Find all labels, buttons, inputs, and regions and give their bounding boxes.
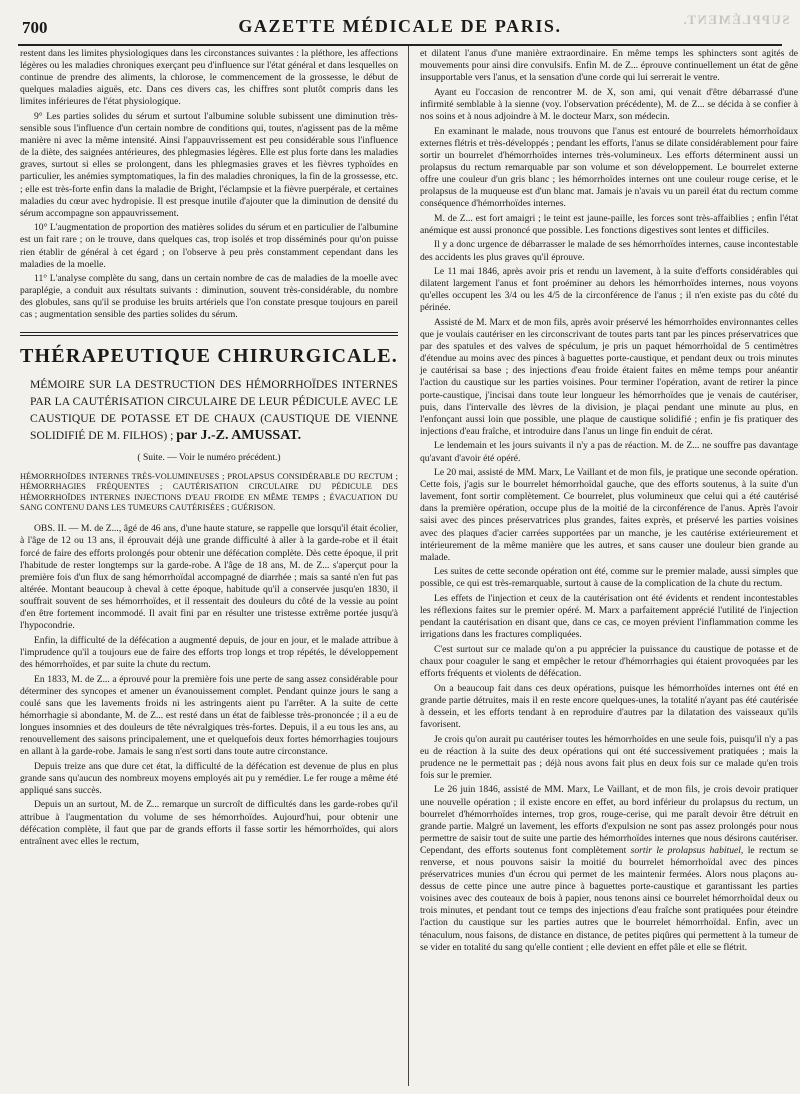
paragraph-r12: C'est surtout sur ce malade qu'on a pu apprécier la puissance du caustique de potasse et de chaux pour coaguler le sang et empêcher le retour d'hémorrhagies qui étaient provoquées par les efforts fréquents et violents de défécation. — [420, 643, 798, 680]
observation-label: OBS. II. — [34, 523, 67, 535]
memoir-title — [30, 376, 398, 444]
paragraph-r15: Le 26 juin 1846, assisté de MM. Marx, Le Vaillant, et de mon fils, je crois devoir pratiquer une nouvelle opération ; il existe encore en effet, au bord inférieur du prolapsus du rectum, un bourrelet d'hémorrhoïdes internes, trop gros, rouge-cerise, qui me paraît devoir être détruit en grande partie. Malgré un lavement, les efforts d'expulsion ne sont pas assez prolongés pour nous permettre de saisir tout de suite une partie des hémorrhoïdes internes que nous désirons cautériser. Cependant, des efforts soutenus font complètement sortir le prolapsus habituel, le rectum se renverse, et nous pouvons saisir la moitié du bourrelet hémorrhoïdal avec des pinces préservatrices munies d'un écrou qui permet de les maintenir fermées. Alors nous plaçons au-dessus de cette pince une autre pince à baguettes porte-caustique et garantissant les parties voisines avec des couteaux de bois à papier, nous tenons ainsi ce bourrelet hémorrhoïdal deux ou trois minutes, et pendant tout ce temps des injections d'eau fraîche sont pratiquées pour éteindre l'action du caustique sur les parties autres que le bourrelet hémorrhoïdal. Enfin, avec un ténaculum, nous faisons, de distance en distance, de petites piqûres qui permettent à la tumeur de se vider en totalité du sang qu'elle contient ; elle devient en effet pâle et elle se flétrit. — [420, 784, 798, 953]
section-title: THÉRAPEUTIQUE CHIRURGICALE. — [20, 344, 399, 367]
italic-phrase: sortir le prolapsus habituel, — [630, 844, 744, 856]
paragraph-10: 10° L'augmentation de proportion des matières solides du sérum et en particulier de l'albumine est un fait rare ; on le trouve, dans quelques cas, trop isolés et trop disséminés pour qu'on puisse rien établir de général à cet égard ; on l'observe à peu près constamment cependant dans les maladies de la moelle. — [20, 222, 398, 270]
paragraph-r6: Le 11 mai 1846, après avoir pris et rendu un lavement, à la suite d'efforts considérables qui dilatent largement l'anus et font proéminer au dehors les hémorrhoïdes internes, nous voyons qu'elles occupent les 3/4 ou les 4/5 de la circonférence de l'anus ; il n'en existe pas du côté du périnée. — [420, 266, 798, 314]
paragraph-r1: et dilatent l'anus d'une manière extraordinaire. En même temps les sphincters sont agités de mouvements pour ainsi dire convulsifs. Enfin M. de Z... éprouve continuellement un état de gêne insupportable vers l'anus, et la sensation d'une corde qui lui serrerait le ventre. — [420, 48, 798, 84]
page-number: 700 — [22, 18, 48, 37]
observation-paragraph — [20, 523, 398, 632]
paragraph-9: 9° Les parties solides du sérum et surtout l'albumine soluble subissent une diminution très-sensible sous l'influence d'un certain nombre de conditions qui, toutes, n'agissent pas de la même manière ni avec la même intensité. Ainsi l'appauvrissement est peu considérable sous l'influence de la diète, des saignées antérieures, des phlegmasies légères. Elle est plus forte dans les maladies graves, surtout si elles se prolongent, dans les phlegmasies graves et les fièvres typhoïdes en particulier, les anémies symptomatiques, la fin des maladies chroniques, la fin de la grossesse, etc. ; elle est très-forte enfin dans la maladie de Bright, l'éclampsie et la fièvre puerpérale, et certaines maladies du cœur avec hydropisie. Il est presque inutile d'ajouter que la diminution de densité du sérum accompagne son appauvrissement. — [20, 110, 398, 219]
paragraph-r14: Je crois qu'on aurait pu cautériser toutes les hémorrhoïdes en une seule fois, puisqu'il n'y a pas eu de réaction à la suite des deux opérations qui ont été successivement pratiquées ; mais la prudence ne le permettait pas ; déjà nous avons fait plus en deux fois sur ce malade qu'en trois fois sur le premier. — [420, 733, 798, 781]
paragraph-r5: Il y a donc urgence de débarrasser le malade de ses hémorrhoïdes internes, cause incontestable des accidents les plus graves qu'il éprouve. — [420, 239, 798, 263]
paragraph-intro: restent dans les limites physiologiques dans les circonstances suivantes : la pléthore, les affections légères ou les maladies chroniques exerçant peu d'influence sur l'état général et dans lesquelles on continue de prendre des aliments, la chlorose, le commencement de la grossesse, le début de quelques maladies aiguës, etc. Dans ces divers cas, les chiffres sont plutôt compris dans les limites inférieures de l'état physiologique. — [20, 48, 398, 108]
paragraph-r7: Assisté de M. Marx et de mon fils, après avoir préservé les hémorrhoïdes environnantes celles que je voulais cautériser en les circonscrivant de toutes parts tant par les pinces préservatrices que par des spatules et des valves de spéculum, je pris un paquet hémorrhoïdal de 5 centimètres d'étendue au moins avec des pinces à baguettes porte-caustique, et pendant deux ou trois minutes je cautérisai sa base ; des injections d'eau froide étaient faites en même temps pour anéantir l'action du caustique sur les parties voisines. Pour terminer l'opération, avant de retirer la pince porte-caustique, j'incisai dans toute leur longueur les hémorrhoïdes que je venais de cautériser, puis, dans l'intervalle des lèvres de la division, je plaçai pendant une minute au plus, en l'enfonçant aussi loin que possible, une plaque de caustique solidifié ; enfin je fis pratiquer des injections d'eau fraîche, et introduire dans l'anus un linge fin enduit de cérat. — [420, 316, 798, 437]
paragraph-r2: Ayant eu l'occasion de rencontrer M. de X, son ami, qui venait d'être débarrassé d'une infirmité semblable à la sienne (voy. l'observation précédente), M. de Z... se décida à se confier à nos soins et à nous adjoindre à M. le docteur Marx, son médecin. — [420, 86, 798, 122]
continuation-note: ( Suite. — Voir le numéro précédent.) — [137, 452, 281, 463]
paragraph-r10: Les suites de cette seconde opération ont été, comme sur le premier malade, aussi simples que possible, ce qui est très-remarquable, surtout à cause de la complication de la chute du rectum. — [420, 566, 798, 590]
memoir-author: par J.-Z. AMUSSAT. — [176, 427, 302, 443]
paragraph-treize-ans: Depuis treize ans que dure cet état, la difficulté de la défécation est devenue de plus en plus grande sans qu'aucun des nombreux moyens employés ait pu y remédier. Le fer rouge a même été appliqué sans succès. — [20, 760, 398, 796]
case-summary: HÉMORRHOÏDES INTERNES TRÈS-VOLUMINEUSES ; PROLAPSUS CONSIDÉRABLE DU RECTUM ; HÉMORRHAGIES FRÉQUENTES ; CAUTÉRISATION CIRCULAIRE DU PÉDICULE DES HÉMORRHOÏDES INTERNES INJECTIONS D'EAU FROIDE EN MÊME TEMPS ; ÉVACUATION DU SANG CONTENU DANS LES TUMEURS CAUTÉRISÉES ; GUÉRISON. — [20, 471, 398, 512]
paragraph-r4: M. de Z... est fort amaigri ; le teint est jaune-paille, les forces sont très-affaiblies ; enfin l'état anémique est aussi prononcé que possible. Les fonctions digestives sont lentes et difficiles. — [420, 212, 798, 236]
paragraph-r13: On a beaucoup fait dans ces deux opérations, puisque les hémorrhoïdes internes ont été en grande partie détruites, mais il en reste encore quelques-unes, la totalité n'ayant pas été cautérisée à dessein, et les efforts tendant à en reproduire d'autres par la dilatation des vaisseaux qu'ils favorisent. — [420, 682, 798, 730]
memoir-title-text: MÉMOIRE SUR LA DESTRUCTION DES HÉMORRHOÏDES INTERNES PAR LA CAUTÉRISATION CIRCULAIRE DE LEUR PÉDICULE AVEC LE CAUSTIQUE DE POTASSE ET DE CHAUX (CAUSTIQUE DE VIENNE SOLIDIFIÉ DE M. FILHOS) ; — [30, 377, 398, 442]
header-rule — [18, 44, 782, 46]
paragraph-r3: En examinant le malade, nous trouvons que l'anus est entouré de bourrelets hémorrhoïdaux externes flétris et très-développés ; pendant les efforts, l'anus se dilate considérablement pour faire sortir un bourrelet d'hémorrhoïdes internes très-volumineux. Les efforts déterminent aussi un prolapsus du rectum remarquable par son volume et son développement. Le bourrelet externe offre une couleur d'un gris blanc ; les hémorrhoïdes internes ont une couleur rouge cerise, et le prolapsus de la muqueuse est d'un blanc mat. Jamais je n'avais vu un pareil état du rectum comme conséquence d'hémorrhoïdes internes. — [420, 125, 798, 210]
column-divider — [408, 46, 409, 1086]
section-separator — [20, 332, 398, 336]
paragraph-depuis-un-an: Depuis un an surtout, M. de Z... remarque un surcroît de difficultés dans les garde-robes qu'il attribue à l'augmentation du volume de ses hémorrhoïdes. Aujourd'hui, pour obtenir une défécation complète, il faut que par de grands efforts il fasse sortir les hémorrhoïdes, qui alors entraînent avec elles le rectum, — [20, 799, 398, 847]
right-column — [420, 48, 798, 956]
paragraph-r8: Le lendemain et les jours suivants il n'y a pas de réaction. M. de Z... ne souffre pas davantage qu'avant d'avoir été opéré. — [420, 440, 798, 464]
journal-title: GAZETTE MÉDICALE DE PARIS. — [238, 16, 562, 36]
bleed-through-text: SUPPLÉMENT. — [682, 12, 790, 27]
paragraph-11: 11° L'analyse complète du sang, dans un certain nombre de cas de maladies de la moelle avec paraplégie, a conduit aux résultats suivants : diminution, souvent très-considérable, du nombre des globules, sans qu'il se produise les bruits artériels que l'on constate presque toujours en pareil cas ; augmentation sensible des parties solides du sérum. — [20, 273, 398, 321]
paragraph-r9: Le 20 mai, assisté de MM. Marx, Le Vaillant et de mon fils, je pratique une seconde opération. Cette fois, j'agis sur le bourrelet hémorrhoïdal gauche, que des efforts soutenus, à la suite d'un lavement, font sortir complètement. Ce bourrelet, plus volumineux que celui qui a été cautérisé dans la première opération, occupe plus de la moitié de la circonférence de l'anus. Après l'avoir saisi avec des pinces préservatrices plus grandes, faites exprès, et préservé les parties voisines avec des plaques d'acier carrées supportées par un manche, je les cautérise extérieurement et intérieurement de la même manière que les autres, et sans causer une douleur bien grande au malade. — [420, 467, 798, 563]
paragraph-r11: Les effets de l'injection et ceux de la cautérisation ont été évidents et rendent incontestables les réflexions faites sur le premier opéré. M. Marx a parfaitement apprécié l'utilité de l'injection pendant la cautérisation en disant que, dans ce cas, ce moyen prévient l'inflammation comme les irrigations dans les fractures compliquées. — [420, 593, 798, 641]
paragraph-enfin: Enfin, la difficulté de la défécation a augmenté depuis, de jour en jour, et le malade attribue à l'imprudence qu'il a toujours eue de faire des efforts trop longs et trop répétés, le développement des hémorrhoïdes, et par suite la chute du rectum. — [20, 634, 398, 670]
left-column — [20, 48, 398, 850]
observation-text: — M. de Z..., âgé de 46 ans, d'une haute stature, se rappelle que lorsqu'il était écolier, à l'âge de 12 ou 13 ans, il éprouvait déjà une grande difficulté à aller à la garde-robe et il était forcé de faire des efforts prolongés pour obtenir une défécation complète. Dès cette époque, il prit l'habitude de rester longtemps sur la garde-robe. A l'âge de 18 ans, M. de Z... s'aperçut pour la première fois d'un flux de sang hémorrhoïdal accompagné de diarrhée ; mais sa santé n'en fut pas altérée. Montant beaucoup à cheval à cette époque, habitude qu'il a conservée jusqu'en 1830, il souffrait souvent de ses hémorrhoïdes, et il ressentait des douleurs du côté de la vessie au point d'en être fortement incommodé. Il avait fini par en résulter une tristesse extrême portée jusqu'à l'hypocondrie. — [20, 523, 398, 632]
paragraph-1833: En 1833, M. de Z... a éprouvé pour la première fois une perte de sang assez considérable pour déterminer des syncopes et amener un évanouissement complet. Pendant quinze jours le sang a coulé sans que les lavements froids ni les astringents aient pu l'arrêter. A la suite de cette hémorrhagie si abondante, M. de Z... est resté dans un état de faiblesse très-prononcée ; il a eu de longues insomnies et des douleurs de tête névralgiques très-fortes. Depuis, il a eu tous les ans, au renouvellement des saisons principalement, une et quelquefois deux fortes hémorrhagies toujours en allant à la garde-robe. Jamais le sang n'est sorti dans toute autre circonstance. — [20, 673, 398, 758]
